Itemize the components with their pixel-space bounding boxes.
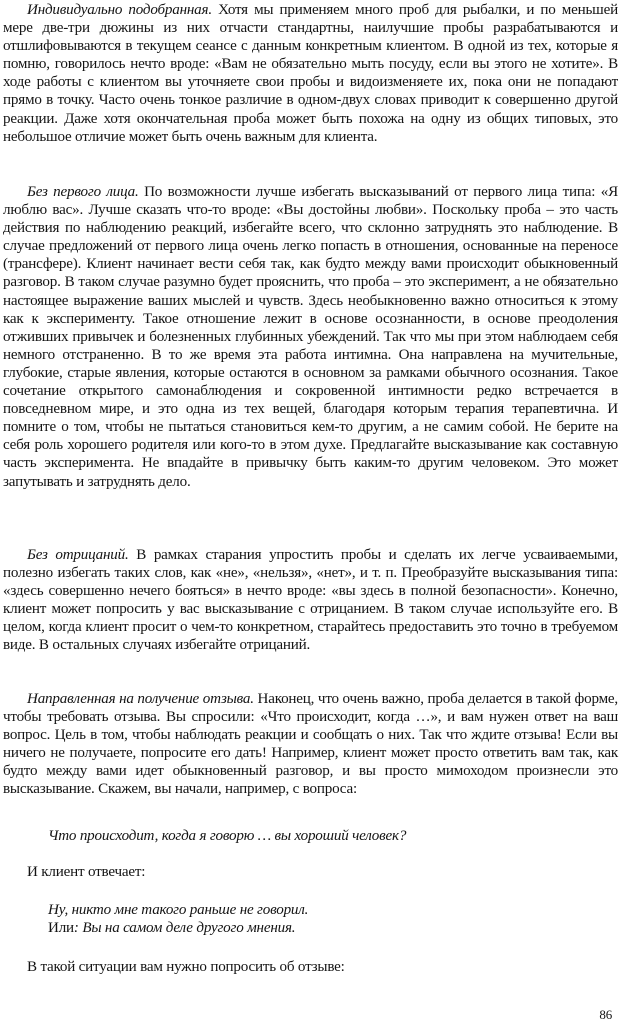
example-reply-2: [48, 919, 295, 937]
paragraph-individually-tailored: [3, 1, 618, 146]
or-word: Или: [48, 920, 74, 936]
paragraph-body: В рамках старания упростить пробы и сделать их легче усваиваемыми, полезно избегать таких слов, как «не», «нельзя», «нет», и т. п. Преобразуйте высказывания типа: «здесь совершенно нечего бояться» в нечто вроде: «вы здесь в полной безопасности». Конечно, клиент может попросить у вас высказывание с отрицанием. В таком случае используйте его. В целом, когда клиент просит о чем-то конкретном, старайтесь предоставить это точно в требуемом виде. В остальных случаях избегайте отрицаний.: [3, 547, 618, 654]
example-question: Что происходит, когда я говорю … вы хороший человек?: [48, 828, 407, 844]
paragraph-lead: Без отрицаний.: [27, 547, 129, 563]
client-answers-line: И клиент отвечает:: [27, 864, 146, 880]
paragraph-no-first-person: [3, 183, 618, 491]
paragraph-lead: Направленная на получение отзыва.: [27, 691, 254, 707]
paragraph-no-negations: [3, 546, 618, 655]
paragraph-body: Наконец, что очень важно, проба делается в такой форме, чтобы требовать отзыва. Вы спросили: «Что происходит, когда …», и вам нужен ответ на ваш вопрос. Цель в том, чтобы наблюдать реакции и сообщать о них. Так что ждите отзыва! Если вы ничего не получаете, попросите его дать! Например, клиент может просто ответить вам так, как будто между вами идет обыкновенный разговор, и вы просто мимоходом произнесли это высказывание. Скажем, вы начали, например, с вопроса:: [3, 691, 618, 798]
example-reply-2-text: : Вы на самом деле другого мнения.: [73, 920, 296, 936]
paragraph-body: Хотя мы применяем много проб для рыбалки, и по меньшей мере две-три дюжины из них отчасти стандартны, наилучшие пробы разрабатываются и отшлифовываются в текущем сеансе с данным конкретным клиентом. В одной из тех, которые я помню, говорилось нечто вроде: «Вам не обязательно мыть посуду, если вы этого не хотите». В ходе работы с клиентом вы уточняете свои пробы и видоизменяете их, пока они не попадают прямо в точку. Часто очень тонкое различие в одном-двух словах приводит к совершенно другой реакции. Даже хотя окончательная проба может быть похожа на одну из общих типовых, это небольшое отличие может быть очень важным для клиента.: [3, 2, 618, 145]
closing-line: В такой ситуации вам нужно попросить об отзыве:: [27, 959, 345, 975]
page-number: 86: [599, 1007, 612, 1022]
example-reply-1: Ну, никто мне такого раньше не говорил.: [48, 902, 309, 918]
paragraph-feedback-oriented: [3, 690, 618, 799]
paragraph-body: По возможности лучше избегать высказываний от первого лица типа: «Я люблю вас». Лучше сказать что-то вроде: «Вы достойны любви». Поскольку проба – это часть действия по наблюдению реакций, избегайте всего, что склонно затруднять это наблюдение. В случае предложений от первого лица очень легко попасть в отношения, основанные на переносе (трансфере). Клиент начинает вести себя так, как будто между вами происходит обыкновенный разговор. В таком случае разумно будет прояснить, что проба – это эксперимент, а не обязательно настоящее выражение ваших мыслей и чувств. Здесь необыкновенно важно относиться к этому как к эксперименту. Такое отношение лежит в основе осознанности, в основе преодоления отживших привычек и болезненных глубинных убеждений. Так что мы при этом наблюдаем себя немного отстраненно. В то же время эта работа интимна. Она направлена на мучительные, глубокие, старые явления, которые остаются в основном за рамками обычного осознания. Такое сочетание открытого самонаблюдения и сокровенной интимности редко встречается в повседневном мире, и это одна из тех вещей, благодаря которым терапия терапевтична. И помните о том, чтобы не пытаться становиться кем-то другим, а не самим собой. Не берите на себя роль хорошего родителя или кого-то в этом духе. Предлагайте высказывание как составную часть эксперимента. Не впадайте в привычку быть каким-то другим человеком. Это может запутывать и затруднять дело.: [3, 184, 618, 490]
paragraph-lead: Индивидуально подобранная.: [27, 2, 212, 18]
paragraph-lead: Без первого лица.: [27, 184, 139, 200]
